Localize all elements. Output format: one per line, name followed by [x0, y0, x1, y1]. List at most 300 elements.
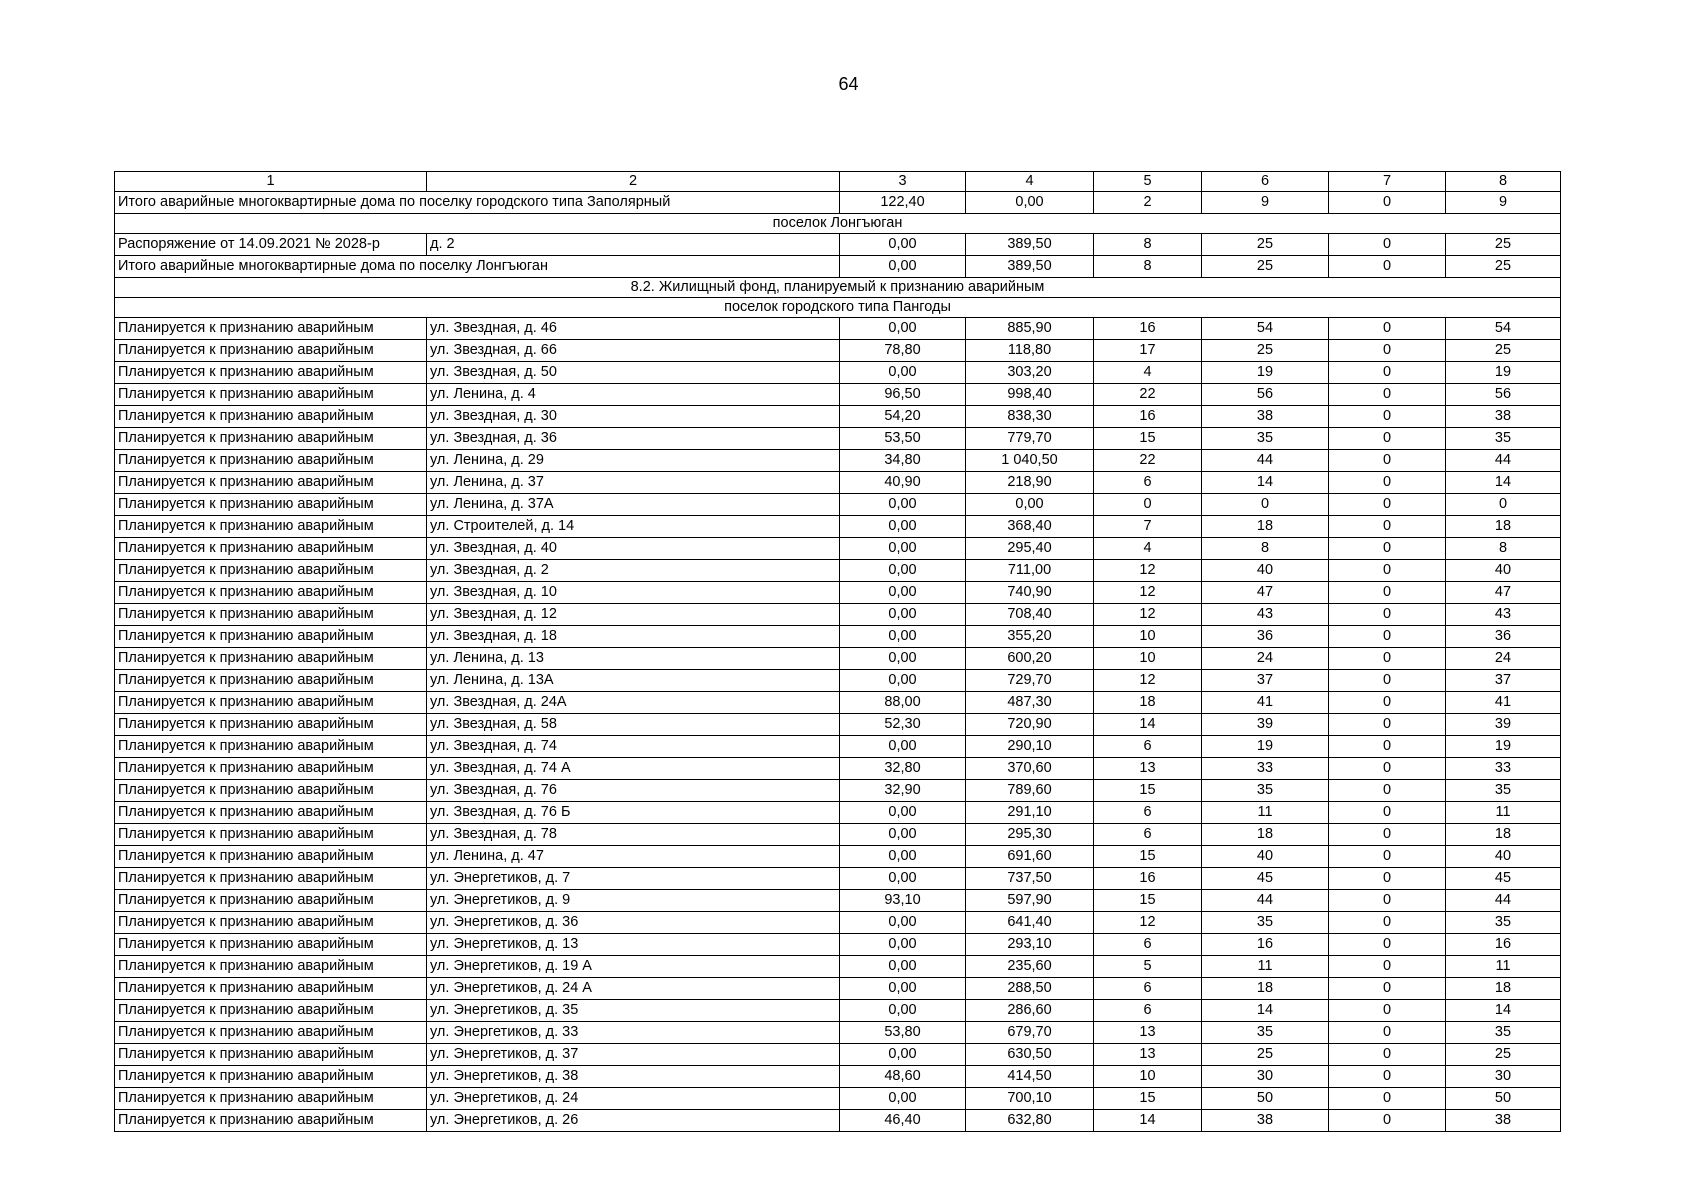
value-cell: 40 [1446, 560, 1561, 582]
status-cell: Планируется к признанию аварийным [115, 560, 427, 582]
address-cell: ул. Звездная, д. 76 [427, 780, 840, 802]
table-row [115, 494, 1561, 516]
value-cell: 11 [1202, 802, 1329, 824]
column-number-6: 6 [1202, 172, 1329, 192]
value-cell: 0,00 [840, 978, 966, 1000]
address-cell: ул. Ленина, д. 29 [427, 450, 840, 472]
value-cell: 0 [1329, 758, 1446, 780]
column-number-3: 3 [840, 172, 966, 192]
value-cell: 33 [1202, 758, 1329, 780]
value-cell: 38 [1446, 406, 1561, 428]
address-cell: ул. Звездная, д. 66 [427, 340, 840, 362]
value-cell: 10 [1094, 1066, 1202, 1088]
value-cell: 18 [1446, 516, 1561, 538]
value-cell: 218,90 [966, 472, 1094, 494]
address-cell: ул. Строителей, д. 14 [427, 516, 840, 538]
value-cell: 0 [1329, 604, 1446, 626]
value-cell: 45 [1446, 868, 1561, 890]
value-cell: 18 [1202, 824, 1329, 846]
total-value: 0,00 [966, 192, 1094, 214]
table-row [115, 890, 1561, 912]
table-row [115, 912, 1561, 934]
value-cell: 19 [1202, 736, 1329, 758]
value-cell: 291,10 [966, 802, 1094, 824]
value-cell: 0 [1329, 890, 1446, 912]
value-cell: 35 [1202, 780, 1329, 802]
value-cell: 286,60 [966, 1000, 1094, 1022]
value-cell: 0,00 [840, 560, 966, 582]
value-cell: 13 [1094, 1022, 1202, 1044]
value-cell: 641,40 [966, 912, 1094, 934]
value-cell: 295,30 [966, 824, 1094, 846]
value-cell: 35 [1202, 428, 1329, 450]
value-cell: 0 [1329, 1066, 1446, 1088]
value-cell: 44 [1446, 450, 1561, 472]
table-row [115, 384, 1561, 406]
value-cell: 0 [1329, 406, 1446, 428]
status-cell: Планируется к признанию аварийным [115, 406, 427, 428]
value-cell: 0 [1329, 1088, 1446, 1110]
value-cell: 40 [1202, 846, 1329, 868]
table-row [115, 516, 1561, 538]
value-cell: 0 [1329, 714, 1446, 736]
table-row [115, 758, 1561, 780]
address-cell: ул. Энергетиков, д. 9 [427, 890, 840, 912]
value-cell: 93,10 [840, 890, 966, 912]
value-cell: 41 [1446, 692, 1561, 714]
value-cell: 40 [1202, 560, 1329, 582]
value-cell: 53,50 [840, 428, 966, 450]
status-cell: Планируется к признанию аварийным [115, 1110, 427, 1132]
total-row-zapolyarny [115, 192, 1561, 214]
address-cell: д. 2 [427, 234, 840, 256]
address-cell: ул. Звездная, д. 12 [427, 604, 840, 626]
status-cell: Планируется к признанию аварийным [115, 868, 427, 890]
value-cell: 6 [1094, 824, 1202, 846]
address-cell: ул. Ленина, д. 37А [427, 494, 840, 516]
value-cell: 15 [1094, 428, 1202, 450]
value-cell: 679,70 [966, 1022, 1094, 1044]
value-cell: 779,70 [966, 428, 1094, 450]
value-cell: 50 [1446, 1088, 1561, 1110]
value-cell: 13 [1094, 1044, 1202, 1066]
value-cell: 0 [1329, 670, 1446, 692]
status-cell: Планируется к признанию аварийным [115, 450, 427, 472]
value-cell: 700,10 [966, 1088, 1094, 1110]
value-cell: 16 [1202, 934, 1329, 956]
status-cell: Планируется к признанию аварийным [115, 516, 427, 538]
value-cell: 0,00 [840, 648, 966, 670]
table-row [115, 648, 1561, 670]
value-cell: 0 [1329, 1000, 1446, 1022]
status-cell: Планируется к признанию аварийным [115, 978, 427, 1000]
value-cell: 12 [1094, 670, 1202, 692]
status-cell: Планируется к признанию аварийным [115, 758, 427, 780]
value-cell: 32,90 [840, 780, 966, 802]
value-cell: 14 [1446, 1000, 1561, 1022]
address-cell: ул. Энергетиков, д. 35 [427, 1000, 840, 1022]
housing-table [114, 171, 1561, 1132]
total-value: 0 [1329, 192, 1446, 214]
value-cell: 0,00 [840, 538, 966, 560]
address-cell: ул. Энергетиков, д. 24 А [427, 978, 840, 1000]
value-cell: 14 [1202, 472, 1329, 494]
value-cell: 0 [1329, 318, 1446, 340]
value-cell: 0,00 [840, 868, 966, 890]
value-cell: 7 [1094, 516, 1202, 538]
value-cell: 288,50 [966, 978, 1094, 1000]
value-cell: 0 [1329, 934, 1446, 956]
value-cell: 44 [1202, 890, 1329, 912]
status-cell: Планируется к признанию аварийным [115, 802, 427, 824]
address-cell: ул. Звездная, д. 36 [427, 428, 840, 450]
address-cell: ул. Звездная, д. 40 [427, 538, 840, 560]
value-cell: 19 [1446, 736, 1561, 758]
column-number-2: 2 [427, 172, 840, 192]
address-cell: ул. Звездная, д. 78 [427, 824, 840, 846]
value-cell: 0,00 [840, 318, 966, 340]
value-cell: 39 [1202, 714, 1329, 736]
value-cell: 0 [1329, 648, 1446, 670]
value-cell: 487,30 [966, 692, 1094, 714]
table-row [115, 714, 1561, 736]
value-cell: 0,00 [840, 362, 966, 384]
status-cell: Планируется к признанию аварийным [115, 934, 427, 956]
value-cell: 40 [1446, 846, 1561, 868]
table-row [115, 1044, 1561, 1066]
value-cell: 16 [1094, 406, 1202, 428]
value-cell: 630,50 [966, 1044, 1094, 1066]
value-cell: 0,00 [966, 494, 1094, 516]
value-cell: 11 [1446, 802, 1561, 824]
table-row [115, 956, 1561, 978]
value-cell: 35 [1202, 1022, 1329, 1044]
address-cell: ул. Звездная, д. 74 [427, 736, 840, 758]
value-cell: 44 [1446, 890, 1561, 912]
value-cell: 25 [1202, 1044, 1329, 1066]
value-cell: 0 [1202, 494, 1329, 516]
total-row-longyugan [115, 256, 1561, 278]
value-cell: 0,00 [840, 1000, 966, 1022]
value-cell: 38 [1202, 1110, 1329, 1132]
value-cell: 740,90 [966, 582, 1094, 604]
status-cell: Планируется к признанию аварийным [115, 648, 427, 670]
value-cell: 0,00 [840, 626, 966, 648]
column-number-5: 5 [1094, 172, 1202, 192]
table-row [115, 234, 1561, 256]
value-cell: 15 [1094, 780, 1202, 802]
value-cell: 0 [1329, 516, 1446, 538]
table-row [115, 538, 1561, 560]
value-cell: 25 [1446, 234, 1561, 256]
value-cell: 37 [1446, 670, 1561, 692]
value-cell: 22 [1094, 384, 1202, 406]
value-cell: 737,50 [966, 868, 1094, 890]
value-cell: 708,40 [966, 604, 1094, 626]
table-row [115, 692, 1561, 714]
value-cell: 0 [1329, 780, 1446, 802]
page-number: 64 [838, 74, 859, 94]
value-cell: 711,00 [966, 560, 1094, 582]
value-cell: 885,90 [966, 318, 1094, 340]
value-cell: 47 [1446, 582, 1561, 604]
value-cell: 0 [1329, 912, 1446, 934]
value-cell: 43 [1446, 604, 1561, 626]
value-cell: 14 [1446, 472, 1561, 494]
table-row [115, 472, 1561, 494]
value-cell: 6 [1094, 978, 1202, 1000]
address-cell: ул. Звездная, д. 30 [427, 406, 840, 428]
status-cell: Планируется к признанию аварийным [115, 582, 427, 604]
value-cell: 54,20 [840, 406, 966, 428]
value-cell: 0 [1329, 472, 1446, 494]
value-cell: 11 [1446, 956, 1561, 978]
total-value: 0,00 [840, 256, 966, 278]
status-cell: Планируется к признанию аварийным [115, 318, 427, 340]
value-cell: 5 [1094, 956, 1202, 978]
value-cell: 43 [1202, 604, 1329, 626]
value-cell: 56 [1446, 384, 1561, 406]
status-cell: Планируется к признанию аварийным [115, 384, 427, 406]
value-cell: 0,00 [840, 582, 966, 604]
value-cell: 38 [1446, 1110, 1561, 1132]
status-cell: Планируется к признанию аварийным [115, 538, 427, 560]
value-cell: 41 [1202, 692, 1329, 714]
status-cell: Планируется к признанию аварийным [115, 1022, 427, 1044]
status-cell: Планируется к признанию аварийным [115, 340, 427, 362]
value-cell: 56 [1202, 384, 1329, 406]
value-cell: 8 [1202, 538, 1329, 560]
total-value: 2 [1094, 192, 1202, 214]
status-cell: Планируется к признанию аварийным [115, 1066, 427, 1088]
value-cell: 24 [1446, 648, 1561, 670]
table-row [115, 1000, 1561, 1022]
value-cell: 36 [1202, 626, 1329, 648]
table-row [115, 1110, 1561, 1132]
status-cell: Планируется к признанию аварийным [115, 626, 427, 648]
value-cell: 0,00 [840, 670, 966, 692]
address-cell: ул. Ленина, д. 4 [427, 384, 840, 406]
value-cell: 0,00 [840, 824, 966, 846]
value-cell: 16 [1094, 868, 1202, 890]
total-label: Итого аварийные многоквартирные дома по поселку городского типа Заполярный [115, 192, 840, 214]
value-cell: 15 [1094, 1088, 1202, 1110]
value-cell: 33 [1446, 758, 1561, 780]
address-cell: ул. Энергетиков, д. 13 [427, 934, 840, 956]
value-cell: 15 [1094, 846, 1202, 868]
address-cell: ул. Звездная, д. 10 [427, 582, 840, 604]
value-cell: 40,90 [840, 472, 966, 494]
table-row [115, 780, 1561, 802]
section-heading: поселок городского типа Пангоды [115, 298, 1561, 318]
value-cell: 36 [1446, 626, 1561, 648]
total-value: 9 [1446, 192, 1561, 214]
value-cell: 12 [1094, 912, 1202, 934]
value-cell: 18 [1446, 978, 1561, 1000]
value-cell: 303,20 [966, 362, 1094, 384]
value-cell: 691,60 [966, 846, 1094, 868]
status-cell: Планируется к признанию аварийным [115, 428, 427, 450]
address-cell: ул. Звездная, д. 76 Б [427, 802, 840, 824]
address-cell: ул. Энергетиков, д. 33 [427, 1022, 840, 1044]
table-row [115, 824, 1561, 846]
value-cell: 37 [1202, 670, 1329, 692]
value-cell: 44 [1202, 450, 1329, 472]
section-row-longyugan [115, 214, 1561, 234]
value-cell: 14 [1202, 1000, 1329, 1022]
value-cell: 25 [1446, 340, 1561, 362]
value-cell: 0 [1329, 340, 1446, 362]
status-cell: Планируется к признанию аварийным [115, 846, 427, 868]
total-value: 122,40 [840, 192, 966, 214]
value-cell: 0,00 [840, 956, 966, 978]
section-heading: 8.2. Жилищный фонд, планируемый к признанию аварийным [115, 278, 1561, 298]
value-cell: 0 [1329, 538, 1446, 560]
value-cell: 22 [1094, 450, 1202, 472]
value-cell: 597,90 [966, 890, 1094, 912]
value-cell: 4 [1094, 362, 1202, 384]
value-cell: 11 [1202, 956, 1329, 978]
value-cell: 0,00 [840, 234, 966, 256]
value-cell: 16 [1094, 318, 1202, 340]
address-cell: ул. Звездная, д. 74 А [427, 758, 840, 780]
column-number-7: 7 [1329, 172, 1446, 192]
value-cell: 25 [1202, 234, 1329, 256]
value-cell: 789,60 [966, 780, 1094, 802]
table-row [115, 1088, 1561, 1110]
column-number-row [115, 172, 1561, 192]
status-cell: Планируется к признанию аварийным [115, 780, 427, 802]
value-cell: 34,80 [840, 450, 966, 472]
value-cell: 0 [1329, 736, 1446, 758]
table-row [115, 670, 1561, 692]
value-cell: 50 [1202, 1088, 1329, 1110]
value-cell: 0 [1446, 494, 1561, 516]
status-cell: Планируется к признанию аварийным [115, 1044, 427, 1066]
table-row [115, 1022, 1561, 1044]
value-cell: 25 [1202, 340, 1329, 362]
value-cell: 0 [1329, 234, 1446, 256]
value-cell: 15 [1094, 890, 1202, 912]
total-value: 389,50 [966, 256, 1094, 278]
address-cell: ул. Звездная, д. 24А [427, 692, 840, 714]
value-cell: 0,00 [840, 934, 966, 956]
status-cell: Планируется к признанию аварийным [115, 1000, 427, 1022]
value-cell: 35 [1446, 428, 1561, 450]
table-row [115, 736, 1561, 758]
value-cell: 35 [1446, 912, 1561, 934]
value-cell: 998,40 [966, 384, 1094, 406]
table-row [115, 978, 1561, 1000]
value-cell: 8 [1094, 234, 1202, 256]
value-cell: 12 [1094, 604, 1202, 626]
value-cell: 6 [1094, 472, 1202, 494]
total-value: 9 [1202, 192, 1329, 214]
value-cell: 52,30 [840, 714, 966, 736]
value-cell: 290,10 [966, 736, 1094, 758]
table-row [115, 450, 1561, 472]
value-cell: 414,50 [966, 1066, 1094, 1088]
address-cell: ул. Энергетиков, д. 19 А [427, 956, 840, 978]
status-cell: Планируется к признанию аварийным [115, 736, 427, 758]
value-cell: 54 [1446, 318, 1561, 340]
address-cell: ул. Энергетиков, д. 36 [427, 912, 840, 934]
value-cell: 0,00 [840, 736, 966, 758]
table-row [115, 362, 1561, 384]
value-cell: 8 [1446, 538, 1561, 560]
value-cell: 293,10 [966, 934, 1094, 956]
table-row [115, 406, 1561, 428]
value-cell: 600,20 [966, 648, 1094, 670]
value-cell: 729,70 [966, 670, 1094, 692]
column-number-8: 8 [1446, 172, 1561, 192]
status-cell: Планируется к признанию аварийным [115, 670, 427, 692]
value-cell: 0 [1329, 846, 1446, 868]
value-cell: 78,80 [840, 340, 966, 362]
status-cell: Планируется к признанию аварийным [115, 912, 427, 934]
total-value: 0 [1329, 256, 1446, 278]
address-cell: ул. Звездная, д. 50 [427, 362, 840, 384]
address-cell: ул. Энергетиков, д. 24 [427, 1088, 840, 1110]
value-cell: 88,00 [840, 692, 966, 714]
status-cell: Планируется к признанию аварийным [115, 692, 427, 714]
value-cell: 54 [1202, 318, 1329, 340]
value-cell: 389,50 [966, 234, 1094, 256]
value-cell: 4 [1094, 538, 1202, 560]
value-cell: 0 [1329, 362, 1446, 384]
table-row [115, 428, 1561, 450]
total-value: 25 [1202, 256, 1329, 278]
status-cell: Планируется к признанию аварийным [115, 824, 427, 846]
value-cell: 0 [1329, 560, 1446, 582]
value-cell: 1 040,50 [966, 450, 1094, 472]
value-cell: 35 [1446, 780, 1561, 802]
column-number-1: 1 [115, 172, 427, 192]
document-cell: Распоряжение от 14.09.2021 № 2028-р [115, 234, 427, 256]
value-cell: 38 [1202, 406, 1329, 428]
value-cell: 632,80 [966, 1110, 1094, 1132]
value-cell: 46,40 [840, 1110, 966, 1132]
address-cell: ул. Звездная, д. 58 [427, 714, 840, 736]
value-cell: 0 [1094, 494, 1202, 516]
address-cell: ул. Ленина, д. 13 [427, 648, 840, 670]
value-cell: 18 [1446, 824, 1561, 846]
value-cell: 53,80 [840, 1022, 966, 1044]
value-cell: 720,90 [966, 714, 1094, 736]
value-cell: 6 [1094, 802, 1202, 824]
value-cell: 14 [1094, 1110, 1202, 1132]
value-cell: 0 [1329, 428, 1446, 450]
value-cell: 0 [1329, 956, 1446, 978]
value-cell: 10 [1094, 648, 1202, 670]
value-cell: 12 [1094, 582, 1202, 604]
value-cell: 368,40 [966, 516, 1094, 538]
status-cell: Планируется к признанию аварийным [115, 956, 427, 978]
value-cell: 0 [1329, 384, 1446, 406]
value-cell: 118,80 [966, 340, 1094, 362]
table-row [115, 626, 1561, 648]
value-cell: 0 [1329, 978, 1446, 1000]
total-label: Итого аварийные многоквартирные дома по поселку Лонгъюган [115, 256, 840, 278]
value-cell: 47 [1202, 582, 1329, 604]
value-cell: 48,60 [840, 1066, 966, 1088]
column-number-4: 4 [966, 172, 1094, 192]
value-cell: 838,30 [966, 406, 1094, 428]
table-row [115, 560, 1561, 582]
value-cell: 0 [1329, 1022, 1446, 1044]
table-row [115, 340, 1561, 362]
total-value: 25 [1446, 256, 1561, 278]
